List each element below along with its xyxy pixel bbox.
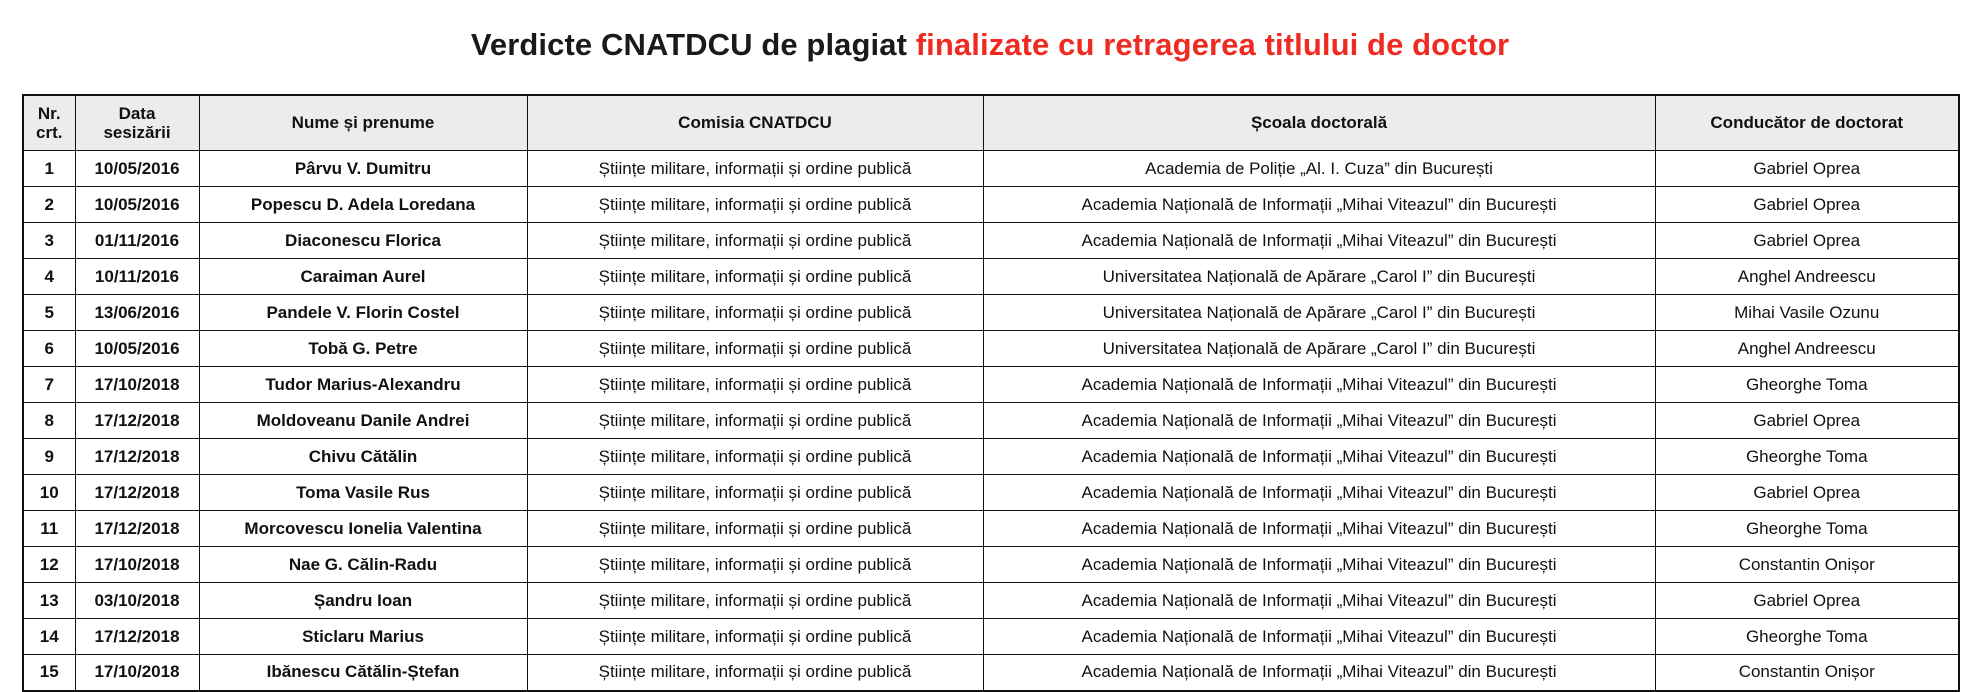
- cell-nr: 7: [23, 367, 75, 403]
- cell-nume: Morcovescu Ionelia Valentina: [199, 511, 527, 547]
- cell-scoala: Academia Națională de Informații „Mihai Viteazul” din București: [983, 439, 1655, 475]
- cell-conducator: Gabriel Oprea: [1655, 151, 1959, 187]
- cell-nume: Caraiman Aurel: [199, 259, 527, 295]
- table-body: [23, 151, 1959, 691]
- table-row: [23, 619, 1959, 655]
- cell-comisia: Științe militare, informații și ordine publică: [527, 439, 983, 475]
- cell-data: 17/12/2018: [75, 403, 199, 439]
- table-row: [23, 295, 1959, 331]
- cell-data: 03/10/2018: [75, 583, 199, 619]
- column-header-data-line1: Data: [118, 103, 156, 123]
- cell-nr: 14: [23, 619, 75, 655]
- cell-comisia: Științe militare, informații și ordine publică: [527, 187, 983, 223]
- cell-comisia: Științe militare, informații și ordine publică: [527, 547, 983, 583]
- cell-comisia: Științe militare, informații și ordine publică: [527, 151, 983, 187]
- column-header-comisia: Comisia CNATDCU: [527, 95, 983, 151]
- table-row: [23, 475, 1959, 511]
- column-header-conducator: Conducător de doctorat: [1655, 95, 1959, 151]
- table-row: [23, 547, 1959, 583]
- cell-nr: 11: [23, 511, 75, 547]
- cell-data: 10/11/2016: [75, 259, 199, 295]
- cell-comisia: Științe militare, informații și ordine publică: [527, 295, 983, 331]
- cell-scoala: Academia de Poliție „Al. I. Cuza” din București: [983, 151, 1655, 187]
- cell-nume: Diaconescu Florica: [199, 223, 527, 259]
- cell-nr: 5: [23, 295, 75, 331]
- page-title-main: Verdicte CNATDCU de plagiat: [470, 26, 916, 62]
- cell-data: 17/10/2018: [75, 367, 199, 403]
- cell-nume: Tudor Marius-Alexandru: [199, 367, 527, 403]
- cell-comisia: Științe militare, informații și ordine publică: [527, 619, 983, 655]
- cell-nume: Pârvu V. Dumitru: [199, 151, 527, 187]
- cell-nume: Pandele V. Florin Costel: [199, 295, 527, 331]
- cell-data: 17/12/2018: [75, 619, 199, 655]
- verdicts-table: [22, 94, 1960, 692]
- cell-conducator: Anghel Andreescu: [1655, 259, 1959, 295]
- table-row: [23, 367, 1959, 403]
- cell-data: 10/05/2016: [75, 187, 199, 223]
- table-row: [23, 223, 1959, 259]
- column-header-nume: Nume și prenume: [199, 95, 527, 151]
- cell-scoala: Universitatea Națională de Apărare „Carol I” din București: [983, 259, 1655, 295]
- cell-conducator: Gabriel Oprea: [1655, 187, 1959, 223]
- header-row: [23, 95, 1959, 151]
- table-row: [23, 511, 1959, 547]
- cell-conducator: Gabriel Oprea: [1655, 403, 1959, 439]
- cell-nume: Toma Vasile Rus: [199, 475, 527, 511]
- cell-conducator: Gheorghe Toma: [1655, 511, 1959, 547]
- cell-conducator: Constantin Onișor: [1655, 547, 1959, 583]
- table-row: [23, 655, 1959, 691]
- cell-nr: 6: [23, 331, 75, 367]
- cell-scoala: Academia Națională de Informații „Mihai Viteazul” din București: [983, 475, 1655, 511]
- cell-scoala: Academia Națională de Informații „Mihai Viteazul” din București: [983, 511, 1655, 547]
- cell-data: 10/05/2016: [75, 151, 199, 187]
- cell-conducator: Constantin Onișor: [1655, 655, 1959, 691]
- cell-data: 01/11/2016: [75, 223, 199, 259]
- column-header-nr: [23, 95, 75, 151]
- cell-scoala: Academia Națională de Informații „Mihai Viteazul” din București: [983, 655, 1655, 691]
- cell-data: 17/10/2018: [75, 547, 199, 583]
- cell-scoala: Universitatea Națională de Apărare „Carol I” din București: [983, 331, 1655, 367]
- cell-nr: 2: [23, 187, 75, 223]
- cell-conducator: Gabriel Oprea: [1655, 583, 1959, 619]
- cell-comisia: Științe militare, informații și ordine publică: [527, 511, 983, 547]
- cell-scoala: Universitatea Națională de Apărare „Carol I” din București: [983, 295, 1655, 331]
- cell-data: 17/10/2018: [75, 655, 199, 691]
- cell-nr: 12: [23, 547, 75, 583]
- cell-comisia: Științe militare, informații și ordine publică: [527, 403, 983, 439]
- cell-nr: 3: [23, 223, 75, 259]
- cell-data: 17/12/2018: [75, 475, 199, 511]
- cell-nr: 8: [23, 403, 75, 439]
- cell-nume: Moldoveanu Danile Andrei: [199, 403, 527, 439]
- table-row: [23, 259, 1959, 295]
- cell-conducator: Gabriel Oprea: [1655, 475, 1959, 511]
- cell-scoala: Academia Națională de Informații „Mihai Viteazul” din București: [983, 367, 1655, 403]
- cell-comisia: Științe militare, informații și ordine publică: [527, 331, 983, 367]
- cell-conducator: Gheorghe Toma: [1655, 619, 1959, 655]
- table-row: [23, 439, 1959, 475]
- page-title: [471, 27, 1509, 63]
- cell-conducator: Gheorghe Toma: [1655, 367, 1959, 403]
- cell-comisia: Științe militare, informații și ordine publică: [527, 655, 983, 691]
- cell-nume: Chivu Cătălin: [199, 439, 527, 475]
- cell-comisia: Științe militare, informații și ordine publică: [527, 475, 983, 511]
- cell-scoala: Academia Națională de Informații „Mihai Viteazul” din București: [983, 403, 1655, 439]
- cell-comisia: Științe militare, informații și ordine publică: [527, 223, 983, 259]
- cell-nr: 4: [23, 259, 75, 295]
- cell-scoala: Academia Națională de Informații „Mihai Viteazul” din București: [983, 547, 1655, 583]
- cell-nume: Ibănescu Cătălin-Ștefan: [199, 655, 527, 691]
- cell-scoala: Academia Națională de Informații „Mihai Viteazul” din București: [983, 187, 1655, 223]
- page-title-accent: finalizate cu retragerea titlului de doctor: [915, 26, 1510, 62]
- cell-scoala: Academia Națională de Informații „Mihai Viteazul” din București: [983, 619, 1655, 655]
- column-header-nr-line2: crt.: [36, 122, 63, 142]
- cell-comisia: Științe militare, informații și ordine publică: [527, 367, 983, 403]
- cell-conducator: Gheorghe Toma: [1655, 439, 1959, 475]
- table-row: [23, 187, 1959, 223]
- cell-nume: Șandru Ioan: [199, 583, 527, 619]
- cell-conducator: Gabriel Oprea: [1655, 223, 1959, 259]
- cell-conducator: Mihai Vasile Ozunu: [1655, 295, 1959, 331]
- cell-nr: 10: [23, 475, 75, 511]
- column-header-scoala: Școala doctorală: [983, 95, 1655, 151]
- table-header: [23, 95, 1959, 151]
- cell-comisia: Științe militare, informații și ordine publică: [527, 583, 983, 619]
- cell-scoala: Academia Națională de Informații „Mihai Viteazul” din București: [983, 583, 1655, 619]
- cell-data: 17/12/2018: [75, 511, 199, 547]
- cell-conducator: Anghel Andreescu: [1655, 331, 1959, 367]
- cell-nume: Popescu D. Adela Loredana: [199, 187, 527, 223]
- cell-data: 10/05/2016: [75, 331, 199, 367]
- cell-nume: Tobă G. Petre: [199, 331, 527, 367]
- column-header-nr-line1: Nr.: [37, 103, 61, 123]
- cell-comisia: Științe militare, informații și ordine publică: [527, 259, 983, 295]
- table-row: [23, 403, 1959, 439]
- column-header-data-line2: sesizării: [103, 122, 171, 142]
- cell-nume: Sticlaru Marius: [199, 619, 527, 655]
- table-row: [23, 151, 1959, 187]
- cell-nr: 9: [23, 439, 75, 475]
- table-row: [23, 583, 1959, 619]
- cell-nume: Nae G. Călin-Radu: [199, 547, 527, 583]
- column-header-data: [75, 95, 199, 151]
- cell-nr: 13: [23, 583, 75, 619]
- cell-data: 17/12/2018: [75, 439, 199, 475]
- cell-nr: 1: [23, 151, 75, 187]
- cell-nr: 15: [23, 655, 75, 691]
- title-container: [0, 0, 1980, 94]
- table-container: [0, 94, 1980, 692]
- cell-data: 13/06/2016: [75, 295, 199, 331]
- table-row: [23, 331, 1959, 367]
- cell-scoala: Academia Națională de Informații „Mihai Viteazul” din București: [983, 223, 1655, 259]
